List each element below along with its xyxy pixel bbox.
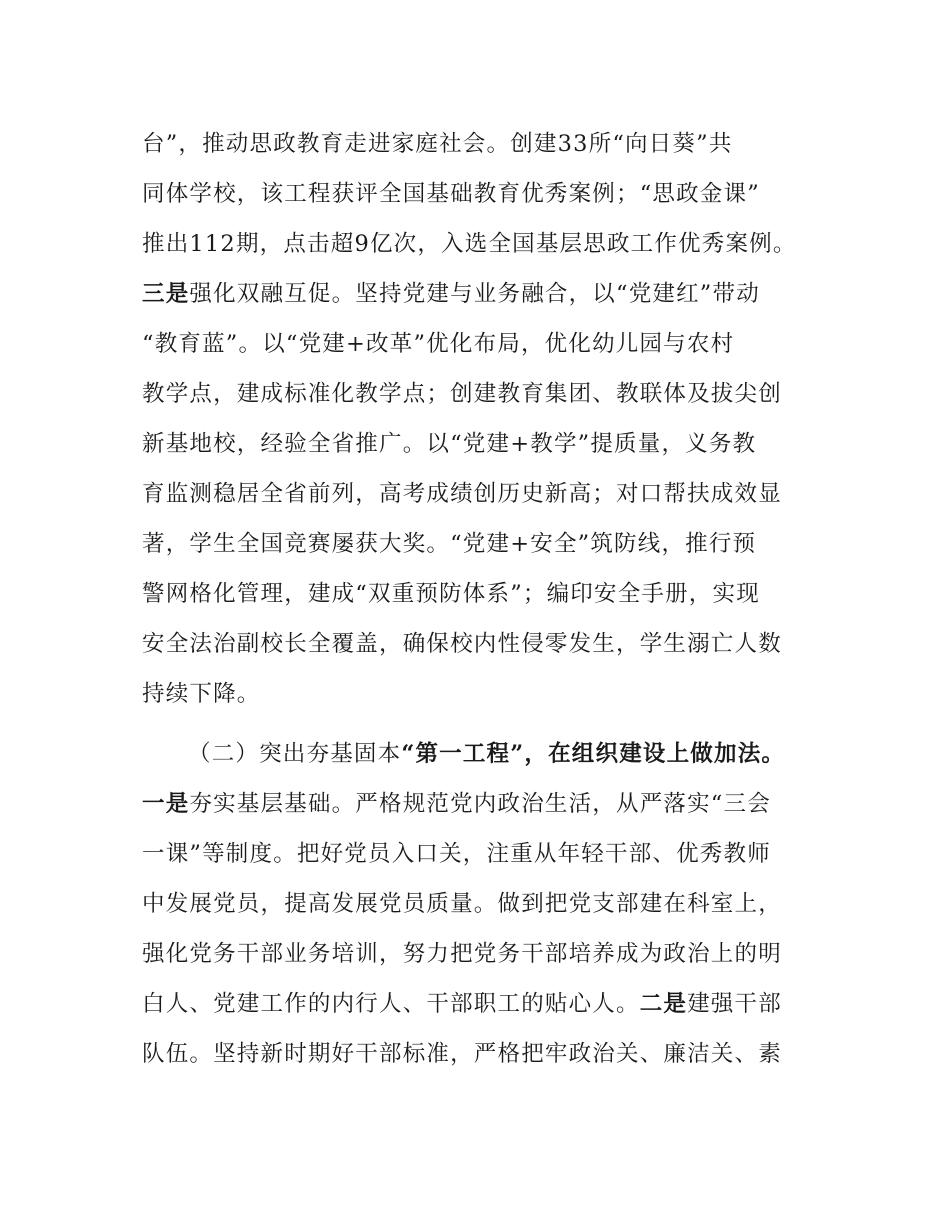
- text-line: 同体学校，该工程获评全国基础教育优秀案例；“思政金课”: [142, 181, 760, 207]
- heading-prefix: （二）突出夯基固本: [188, 741, 402, 767]
- line-text: 夯实基层基础。严格规范党内政治生活，从严落实“三会: [189, 791, 771, 817]
- line-text: 白人、党建工作的内行人、干部职工的贴心人。: [142, 991, 640, 1017]
- line-text: 建强干部: [687, 991, 782, 1017]
- text-line: 安全法治副校长全覆盖，确保校内性侵零发生，学生溺亡人数: [142, 631, 782, 657]
- text-line: 警网格化管理，建成“双重预防体系”；编印安全手册，实现: [142, 581, 760, 607]
- point-label: 一是: [142, 791, 190, 817]
- heading-emphasis: “第一工程”，在组织建设上做加法。: [401, 741, 786, 767]
- text-line: 育监测稳居全省前列，高考成绩创历史新高；对口帮扶成效显: [142, 481, 782, 507]
- text-line: 著，学生全国竞赛屡获大奖。“党建+安全”筑防线，推行预: [142, 531, 757, 557]
- text-line: 强化党务干部业务培训，努力把党务干部培养成为政治上的明: [142, 941, 782, 967]
- point-label: 三是: [142, 281, 190, 307]
- line-text: 强化双融互促。坚持党建与业务融合，以“党建红”带动: [189, 281, 760, 307]
- text-line: 教学点，建成标准化教学点；创建教育集团、教联体及拔尖创: [142, 381, 782, 407]
- text-line: 队伍。坚持新时期好干部标准，严格把牢政治关、廉洁关、素: [142, 1041, 782, 1067]
- text-line: 新基地校，经验全省推广。以“党建+教学”提质量，义务教: [142, 431, 757, 457]
- section-heading: [188, 738, 888, 770]
- text-line: 持续下降。: [142, 681, 261, 707]
- text-line: 一课”等制度。把好党员入口关，注重从年轻干部、优秀教师: [142, 841, 771, 867]
- text-line: [142, 988, 842, 1020]
- text-line: “教育蓝”。以“党建+改革”优化布局，优化幼儿园与农村: [142, 331, 735, 357]
- text-line: [142, 278, 842, 310]
- point-label: 二是: [639, 991, 688, 1017]
- text-line: 中发展党员，提高发展党员质量。做到把党支部建在科室上，: [142, 891, 782, 917]
- text-line: 推出112期，点击超9亿次，入选全国基层思政工作优秀案例。: [142, 231, 797, 257]
- text-line: [142, 788, 842, 820]
- text-line: 台”，推动思政教育走进家庭社会。创建33所“向日葵”共: [142, 131, 733, 157]
